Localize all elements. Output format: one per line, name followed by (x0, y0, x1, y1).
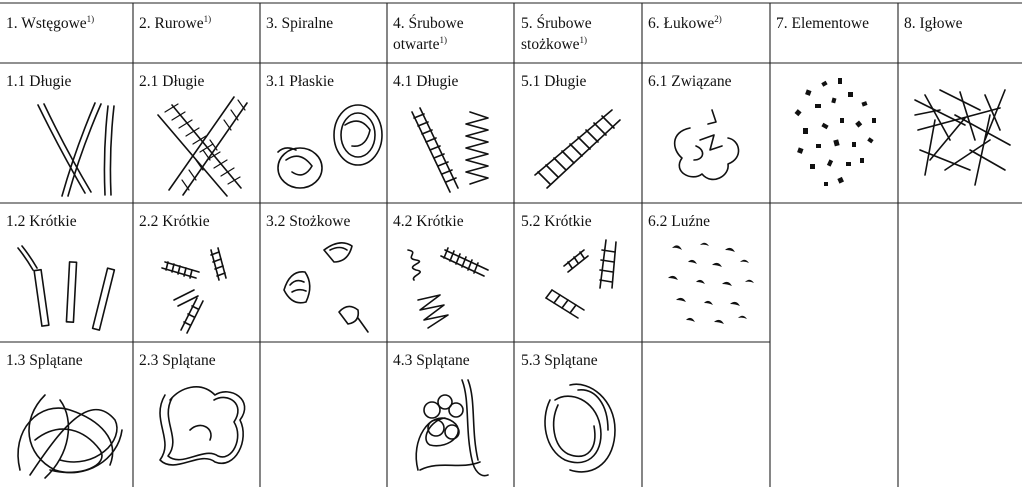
row-1-labels (6, 73, 732, 90)
header-5-line2: stożkowe$^{1)}$ (521, 35, 588, 53)
header-6: 6. Łukowe$^{2)}$ (648, 14, 722, 32)
header-7: 7. Elementowe (776, 15, 869, 32)
header-4-line2: otwarte$^{1)}$ (393, 35, 447, 53)
helical-open-short-drawing (408, 248, 488, 328)
header-5: 5. Śrubowe (521, 15, 592, 32)
label-6-1: 6.1 Związane (648, 73, 732, 90)
spiral-conical-drawing (284, 243, 368, 332)
helical-conical-tangled-drawing (545, 384, 615, 472)
helical-conical-long-drawing (535, 110, 620, 188)
label-5-3: 5.3 Splątane (521, 352, 598, 369)
ribbon-long-drawing (38, 103, 114, 196)
label-3-1: 3.1 Płaskie (266, 73, 335, 90)
helical-open-long-drawing (412, 108, 488, 192)
label-4-1: 4.1 Długie (393, 73, 459, 90)
label-1-3: 1.3 Splątane (6, 352, 83, 369)
label-2-1: 2.1 Długie (139, 73, 205, 90)
element-chips-drawing (795, 78, 876, 186)
label-6-2: 6.2 Luźne (648, 213, 710, 230)
tubular-long-drawing (158, 97, 247, 196)
arc-loose-drawing (668, 243, 754, 324)
label-3-2: 3.2 Stożkowe (266, 213, 351, 230)
spiral-flat-drawing (278, 105, 382, 188)
header-2: 2. Rurowe$^{1)}$ (139, 14, 212, 32)
label-2-2: 2.2 Krótkie (139, 213, 210, 230)
header-3: 3. Spiralne (266, 15, 334, 32)
needle-chips-drawing (915, 90, 1010, 185)
label-4-2: 4.2 Krótkie (393, 213, 464, 230)
tubular-short-drawing (162, 248, 226, 333)
ribbon-tangled-drawing (18, 395, 122, 478)
header-row (6, 14, 963, 53)
header-4: 4. Śrubowe (393, 15, 464, 32)
label-1-2: 1.2 Krótkie (6, 213, 77, 230)
helical-open-tangled-drawing (416, 380, 488, 476)
label-4-3: 4.3 Splątane (393, 352, 470, 369)
arc-bound-drawing (675, 110, 739, 179)
header-8: 8. Igłowe (904, 15, 963, 32)
helical-conical-short-drawing (546, 240, 616, 318)
ribbon-short-drawing (18, 246, 114, 330)
header-1: 1. Wstęgowe$^{1)}$ (6, 14, 95, 32)
label-1-1: 1.1 Długie (6, 73, 72, 90)
row-2-labels (6, 213, 710, 230)
tubular-tangled-drawing (160, 387, 245, 465)
label-5-1: 5.1 Długie (521, 73, 587, 90)
label-2-3: 2.3 Splątane (139, 352, 216, 369)
row-3-labels (6, 352, 598, 369)
label-5-2: 5.2 Krótkie (521, 213, 592, 230)
